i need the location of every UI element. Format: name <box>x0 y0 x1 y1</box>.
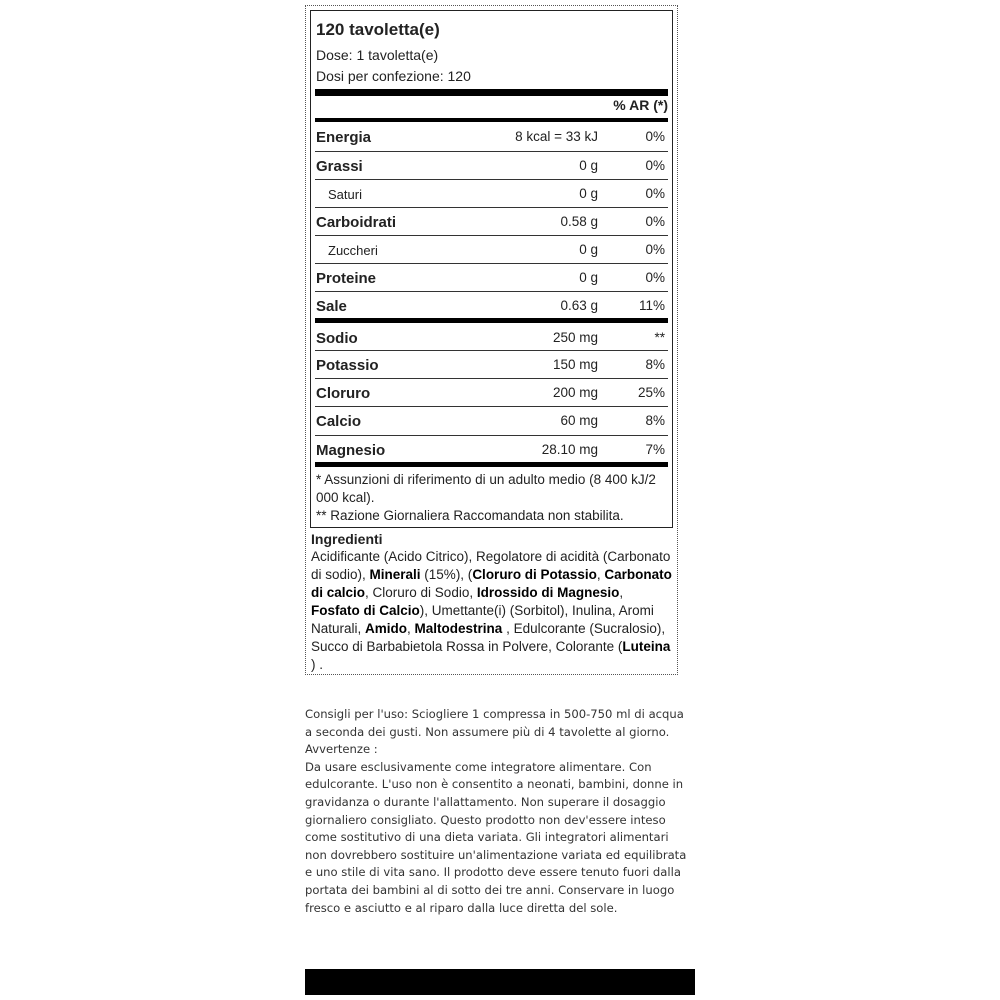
nutrient-label: Saturi <box>328 187 362 202</box>
doses-per-pack-text: Dosi per confezione: 120 <box>316 68 471 84</box>
ingredients-part: ) . <box>311 657 323 672</box>
nutrient-ar-percent: 0% <box>645 186 665 201</box>
nutrient-label: Proteine <box>316 270 377 287</box>
nutrient-row-carboidrati <box>315 208 668 236</box>
nutrient-ar-percent: 11% <box>638 298 665 313</box>
mineral-ar-percent: 8% <box>645 413 665 428</box>
nutrient-value: 0.63 g <box>560 298 598 313</box>
mineral-label: Cloruro <box>316 385 371 402</box>
divider-thick <box>315 462 668 467</box>
mineral-label: Potassio <box>316 357 379 374</box>
ingredients-part: Acidificante (Acido Citrico), Regolatore di acidità (Carbonato di sodio), <box>311 549 671 582</box>
mineral-ar-percent: 7% <box>645 442 665 457</box>
ingredients-title: Ingredienti <box>311 531 383 547</box>
nutrient-value: 0 g <box>579 186 598 201</box>
ingredient-highlight: Luteina <box>622 639 671 654</box>
nutrient-label: Carboidrati <box>316 214 397 231</box>
mineral-ar-percent: 25% <box>637 385 665 400</box>
ingredients-text <box>311 548 675 674</box>
nutrient-value: 0 g <box>579 158 598 173</box>
nutrient-row-saturi <box>315 180 668 208</box>
nutrient-ar-percent: 0% <box>645 242 665 257</box>
nutrient-value: 0 g <box>579 242 598 257</box>
nutrient-row-energia <box>315 123 668 151</box>
ingredient-highlight: Fosfato di Calcio <box>311 603 420 618</box>
warnings-title: Avvertenze : <box>305 742 378 757</box>
mineral-row-calcio <box>315 407 668 435</box>
mineral-label: Calcio <box>316 413 362 430</box>
divider-medium <box>315 118 668 122</box>
mineral-row-magnesio <box>315 436 668 464</box>
mineral-row-potassio <box>315 351 668 379</box>
mineral-value: 60 mg <box>560 413 598 428</box>
nutrient-row-sale <box>315 292 668 320</box>
nutrient-row-grassi <box>315 152 668 180</box>
ar-column-heading: % AR (*) <box>613 97 668 113</box>
mineral-value: 200 mg <box>552 385 598 400</box>
ingredients-part: ), Umettante(i) (Sorbitol), Inulina, Aromi Naturali, <box>311 603 654 636</box>
ingredients-part: , Cloruro di Sodio, <box>365 585 477 600</box>
footnotes <box>316 471 666 525</box>
ingredient-highlight: Carbonato di calcio <box>311 567 672 600</box>
ingredient-highlight: Amido <box>365 621 408 636</box>
ingredients-part: , <box>407 621 415 636</box>
divider-thick <box>315 318 668 323</box>
nutrient-row-proteine <box>315 264 668 292</box>
nutrient-ar-percent: 0% <box>645 270 665 285</box>
ingredients-part: , Edulcorante (Sucralosio), Succo di Barbabietola Rossa in Polvere, Colorante ( <box>311 621 666 654</box>
mineral-ar-percent: 8% <box>645 357 665 372</box>
bottom-black-bar <box>305 969 695 995</box>
nutrient-ar-percent: 0% <box>645 158 665 173</box>
ingredient-highlight: Cloruro di Potassio <box>472 567 597 582</box>
nutrition-facts-panel <box>310 10 673 528</box>
mineral-label: Magnesio <box>316 442 386 459</box>
mineral-row-cloruro <box>315 379 668 407</box>
ingredient-highlight: Maltodestrina <box>414 621 503 636</box>
ingredients-part: , <box>619 585 624 600</box>
ingredients-part: , <box>596 567 605 582</box>
divider-thick <box>315 89 668 96</box>
nutrient-label: Energia <box>316 129 372 146</box>
nutrient-value: 8 kcal = 33 kJ <box>515 129 598 144</box>
mineral-label: Sodio <box>316 330 358 347</box>
mineral-value: 28.10 mg <box>541 442 598 457</box>
nutrient-row-zuccheri <box>315 236 668 264</box>
ingredient-highlight: Idrossido di Magnesio <box>476 585 620 600</box>
ar-footnote: * Assunzioni di riferimento di un adulto medio (8 400 kJ/2 000 kcal). <box>316 472 656 505</box>
nutrient-value: 0.58 g <box>560 214 598 229</box>
usage-instructions <box>305 706 690 917</box>
mineral-ar-percent: ** <box>654 330 665 345</box>
usage-advice: Consigli per l'uso: Sciogliere 1 compressa in 500-750 ml di acqua a seconda dei gusti. Non assumere più di 4 tavolette al giorno. <box>305 707 684 739</box>
nutrient-label: Sale <box>316 298 347 315</box>
nutrient-ar-percent: 0% <box>645 214 665 229</box>
mineral-value: 250 mg <box>552 330 598 345</box>
ingredient-highlight: Minerali <box>369 567 421 582</box>
dose-text: Dose: 1 tavoletta(e) <box>316 47 439 63</box>
warnings-text: Da usare esclusivamente come integratore alimentare. Con edulcorante. L'uso non è consentito a neonati, bambini, donne in gravidanza o durante l'allattamento. Non superare il dosaggio giornaliero consigliato. Questo prodotto non dev'essere inteso come sostitutivo di una dieta variata. Gli integratori alimentari non dovrebbero sostituire un'alimentazione variata ed equilibrata e uno stile di vita sano. Il prodotto deve essere tenuto fuori dalla portata dei bambini al di sotto dei tre anni. Conservare in luogo fresco e asciutto e al riparo dalla luce diretta del sole. <box>305 759 687 915</box>
mineral-value: 150 mg <box>552 357 598 372</box>
nutrient-ar-percent: 0% <box>645 129 665 144</box>
nutrient-value: 0 g <box>579 270 598 285</box>
nutrition-label-container <box>305 5 678 675</box>
mineral-row-sodio <box>315 324 668 352</box>
ingredients-section <box>311 530 675 674</box>
nutrient-label: Grassi <box>316 158 363 175</box>
package-title: 120 tavoletta(e) <box>316 20 440 39</box>
nutrient-label: Zuccheri <box>328 243 378 258</box>
ingredients-part: (15%), ( <box>420 567 473 582</box>
rgr-footnote: ** Razione Giornaliera Raccomandata non stabilita. <box>316 508 624 523</box>
